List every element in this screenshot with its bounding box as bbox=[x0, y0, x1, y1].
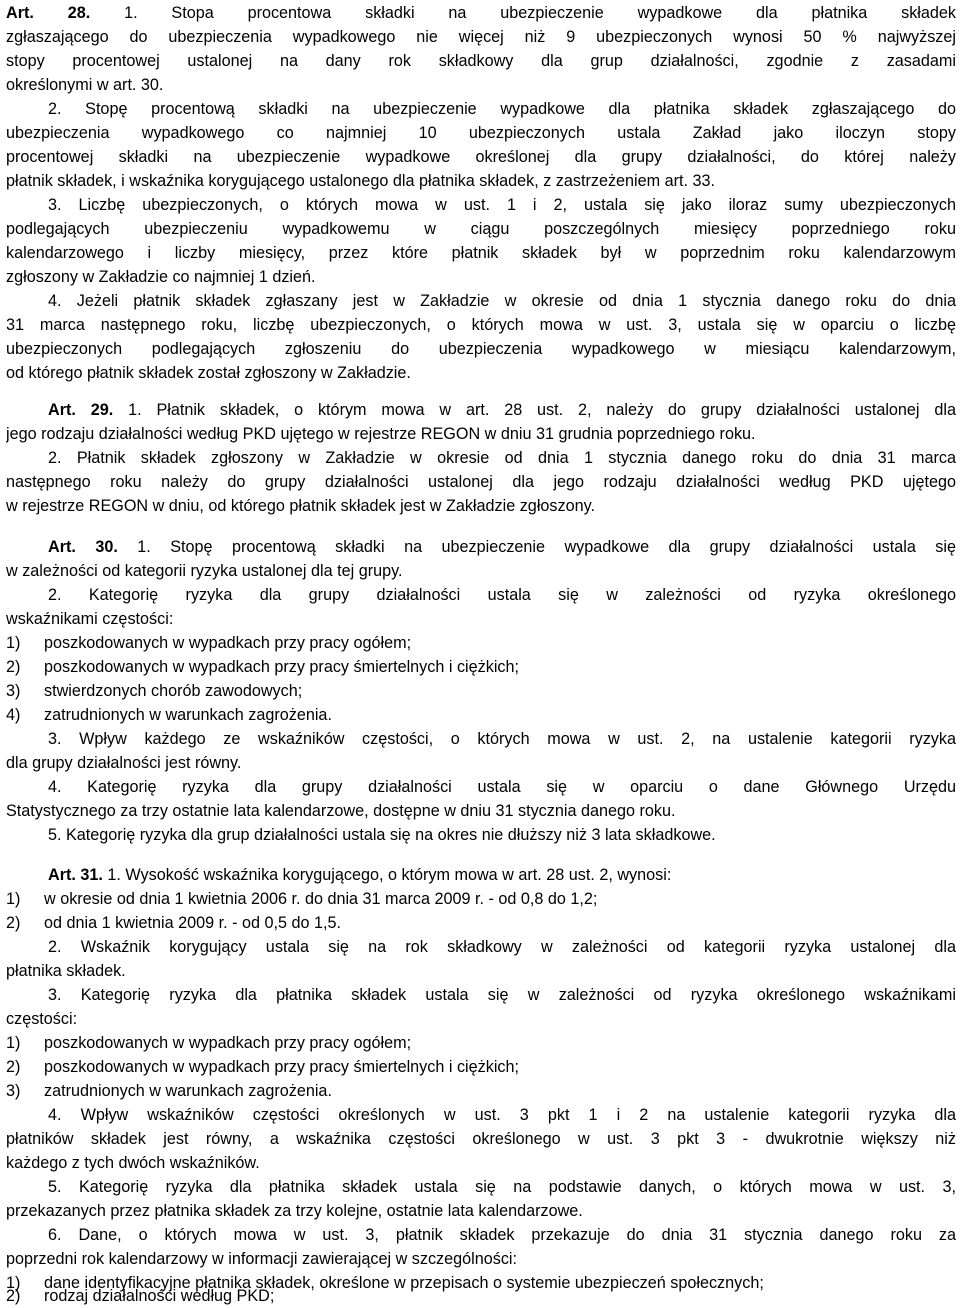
art28-p1-line: określonymi w art. 30. bbox=[6, 76, 164, 94]
art31-p5-line: 5. Kategorię ryzyka dla płatnika składek ustala się na podstawie danych, o których mowa w ust. 3, bbox=[48, 1178, 956, 1196]
article-heading: Art. 31. bbox=[48, 866, 103, 884]
art30-p1-line: w zależności od kategorii ryzyka ustalonej dla tej grupy. bbox=[6, 562, 403, 580]
art31-p6-line: 6. Dane, o których mowa w ust. 3, płatnik składek przekazuje do dnia 31 stycznia danego roku za bbox=[48, 1226, 956, 1244]
art28-p4-line: ubezpieczonych podlegających zgłoszeniu do ubezpieczenia wypadkowego w miesiącu kalendarzowym, bbox=[6, 340, 956, 358]
list-item: 2) rodzaj działalności według PKD; bbox=[6, 1287, 275, 1305]
art30-p4-line: 4. Kategorię ryzyka dla grupy działalności ustala się w oparciu o dane Głównego Urzędu bbox=[48, 778, 956, 796]
article-heading: Art. 30. bbox=[48, 538, 118, 556]
art31-p3-line: 3. Kategorię ryzyka dla płatnika składek ustala się w zależności od ryzyka określonego wskaźnikami bbox=[48, 986, 956, 1004]
art30-p3-line: 3. Wpływ każdego ze wskaźników częstości, o których mowa w ust. 2, na ustalenie kategorii ryzyka bbox=[48, 730, 956, 748]
list-item: 1) poszkodowanych w wypadkach przy pracy ogółem; bbox=[6, 634, 412, 652]
art29-p2-line: 2. Płatnik składek zgłoszony w Zakładzie w okresie od dnia 1 stycznia danego roku do dnia 31 marca bbox=[48, 449, 956, 467]
article-heading: Art. 29. bbox=[48, 401, 114, 419]
list-item: 2) od dnia 1 kwietnia 2009 r. - od 0,5 do 1,5. bbox=[6, 914, 341, 932]
art28-line: Art. 28. 1. Stopa procentowa składki na ubezpieczenie wypadkowe dla płatnika składek bbox=[6, 4, 956, 22]
art29-line: Art. 29. 1. Płatnik składek, o którym mowa w art. 28 ust. 2, należy do grupy działalności ustalonej dla bbox=[48, 401, 956, 419]
list-item: 4) zatrudnionych w warunkach zagrożenia. bbox=[6, 706, 332, 724]
art28-p3-line: zgłoszony w Zakładzie co najmniej 1 dzień. bbox=[6, 268, 316, 286]
list-item: 1) poszkodowanych w wypadkach przy pracy ogółem; bbox=[6, 1034, 412, 1052]
list-item: 2) poszkodowanych w wypadkach przy pracy śmiertelnych i ciężkich; bbox=[6, 1058, 520, 1076]
art28-p2-line: 2. Stopę procentową składki na ubezpieczenie wypadkowe dla płatnika składek zgłaszającego do bbox=[48, 100, 956, 118]
art28-p3-line: podlegających ubezpieczeniu wypadkowemu w ciągu poszczególnych miesięcy poprzedniego roku bbox=[6, 220, 956, 238]
art29-p1-line: jego rodzaju działalności według PKD ujętego w rejestrze REGON w dniu 31 grudnia poprzedniego roku. bbox=[6, 425, 756, 443]
art31-p5-line: przekazanych przez płatnika składek za trzy kolejne, ostatnie lata kalendarzowe. bbox=[6, 1202, 583, 1220]
art31-p4-line: każdego z tych dwóch wskaźników. bbox=[6, 1154, 260, 1172]
art31-p4-line: płatników składek jest równy, a wskaźnika częstości określonego w ust. 3 pkt 3 - dwukrotnie większy niż bbox=[6, 1130, 956, 1148]
art28-p2-line: procentowej składki na ubezpieczenie wypadkowe określonej dla grupy działalności, do której należy bbox=[6, 148, 956, 166]
art30-p2-line: wskaźnikami częstości: bbox=[6, 610, 174, 628]
art30-p3-line: dla grupy działalności jest równy. bbox=[6, 754, 242, 772]
art30-p5-line: 5. Kategorię ryzyka dla grup działalności ustala się na okres nie dłuższy niż 3 lata składkowe. bbox=[48, 826, 716, 844]
art31-p2-line: 2. Wskaźnik korygujący ustala się na rok składkowy w zależności od kategorii ryzyka ustalonej dla bbox=[48, 938, 956, 956]
art31-p6-line: poprzedni rok kalendarzowy w informacji zawierającej w szczególności: bbox=[6, 1250, 518, 1268]
art30-line: Art. 30. 1. Stopę procentową składki na ubezpieczenie wypadkowe dla grupy działalności ustala się bbox=[48, 538, 956, 556]
art30-p4-line: Statystycznego za trzy ostatnie lata kalendarzowe, dostępne w dniu 31 stycznia danego roku. bbox=[6, 802, 676, 820]
art28-p2-line: płatnik składek, i wskaźnika korygującego ustalonego dla płatnika składek, z zastrzeżeniem art. 33. bbox=[6, 172, 716, 190]
art31-p3-line: częstości: bbox=[6, 1010, 78, 1028]
list-item: 3) stwierdzonych chorób zawodowych; bbox=[6, 682, 303, 700]
art28-p2-line: ubezpieczenia wypadkowego co najmniej 10 ubezpieczonych ustala Zakład jako iloczyn stopy bbox=[6, 124, 956, 142]
art31-p2-line: płatnika składek. bbox=[6, 962, 126, 980]
art29-p2-line: następnego roku należy do grupy działalności ustalonej dla jego rodzaju działalności według PKD ujętego bbox=[6, 473, 956, 491]
list-item: 3) zatrudnionych w warunkach zagrożenia. bbox=[6, 1082, 332, 1100]
list-item: 1) w okresie od dnia 1 kwietnia 2006 r. do dnia 31 marca 2009 r. - od 0,8 do 1,2; bbox=[6, 890, 598, 908]
art31-line: Art. 31. 1. Wysokość wskaźnika korygującego, o którym mowa w art. 28 ust. 2, wynosi: bbox=[48, 866, 672, 884]
list-item: 1) dane identyfikacyjne płatnika składek, określone w przepisach o systemie ubezpieczeń społecznych; bbox=[6, 1274, 764, 1292]
article-heading: Art. 28. bbox=[6, 4, 91, 22]
art28-p1-line: stopy procentowej ustalonej na dany rok składkowy dla grup działalności, zgodnie z zasadami bbox=[6, 52, 956, 70]
art28-p3-line: kalendarzowego i liczby miesięcy, przez które płatnik składek był w poprzednim roku kalendarzowym bbox=[6, 244, 956, 262]
art28-p1-line: zgłaszającego do ubezpieczenia wypadkowego nie więcej niż 9 ubezpieczonych wynosi 50 % najwyższej bbox=[6, 28, 956, 46]
art28-p3-line: 3. Liczbę ubezpieczonych, o których mowa w ust. 1 i 2, ustala się jako iloraz sumy ubezpieczonych bbox=[48, 196, 956, 214]
art29-p2-line: w rejestrze REGON w dniu, od którego płatnik składek jest w Zakładzie zgłoszony. bbox=[6, 497, 595, 515]
art31-p4-line: 4. Wpływ wskaźników częstości określonych w ust. 3 pkt 1 i 2 na ustalenie kategorii ryzyka dla bbox=[48, 1106, 956, 1124]
art28-p4-line: 31 marca następnego roku, liczbę ubezpieczonych, o których mowa w ust. 3, ustala się w oparciu o liczbę bbox=[6, 316, 956, 334]
art30-p2-line: 2. Kategorię ryzyka dla grupy działalności ustala się w zależności od ryzyka określonego bbox=[48, 586, 956, 604]
art28-p4-line: 4. Jeżeli płatnik składek zgłaszany jest w Zakładzie w okresie od dnia 1 stycznia danego roku do dnia bbox=[48, 292, 956, 310]
list-item: 2) poszkodowanych w wypadkach przy pracy śmiertelnych i ciężkich; bbox=[6, 658, 520, 676]
art28-p4-line: od którego płatnik składek został zgłoszony w Zakładzie. bbox=[6, 364, 411, 382]
